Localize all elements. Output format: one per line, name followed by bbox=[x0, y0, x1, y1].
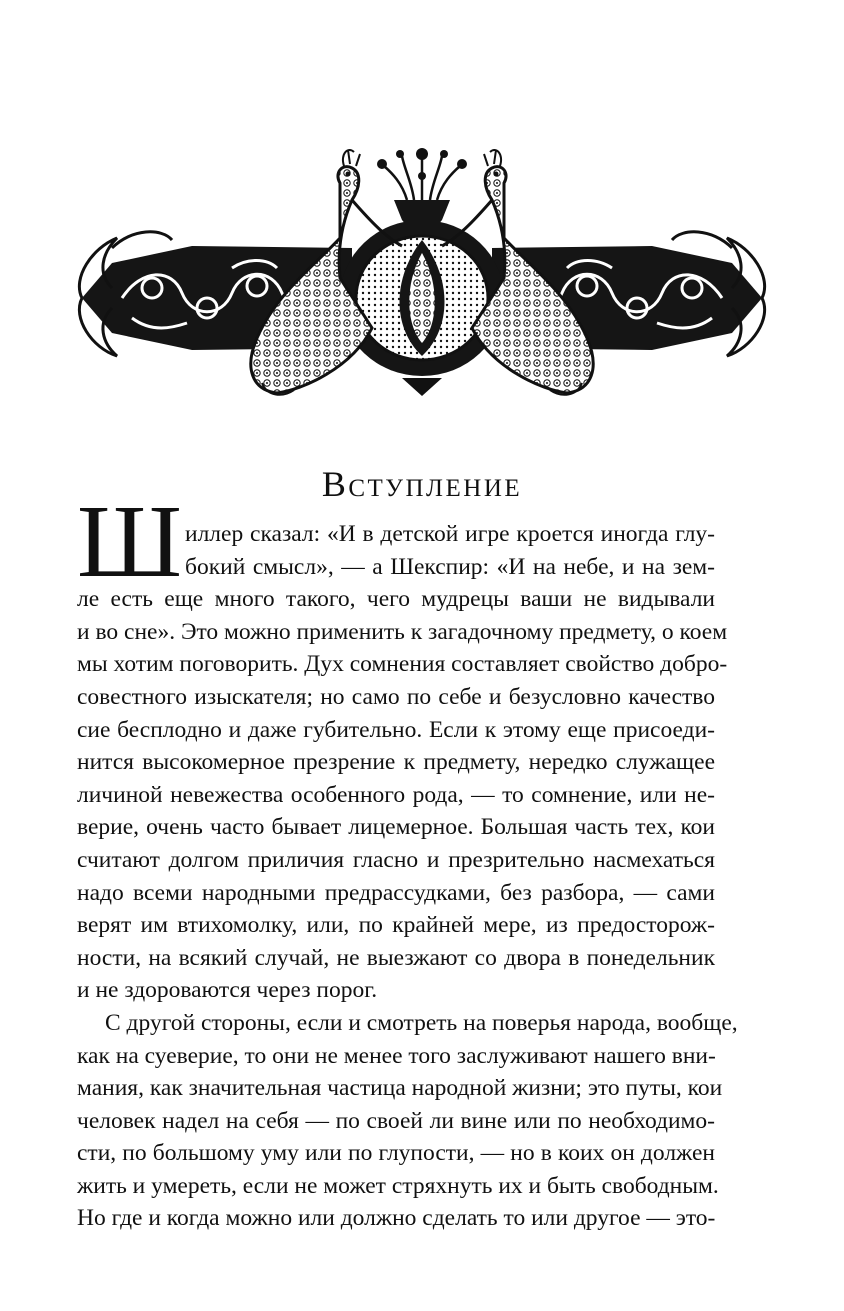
paragraph-line: человек надел на себя — по своей ли вине или по необходимо- bbox=[77, 1107, 715, 1134]
paragraph-line: совестного изыскателя; но само по себе и безусловно качество bbox=[77, 683, 715, 710]
paragraph-line: С другой стороны, если и смотреть на поверья народа, вообще, bbox=[105, 1009, 738, 1036]
paragraph-line: и не здороваются через порог. bbox=[77, 977, 378, 1004]
peacock-headpiece-ornament-icon bbox=[72, 128, 772, 400]
paragraph-line: нится высокомерное презрение к предмету, нередко служащее bbox=[77, 749, 715, 776]
paragraph-line: жить и умереть, если не может стряхнуть их и быть свободным. bbox=[77, 1172, 719, 1199]
paragraph-line: бокий смысл», — а Шекспир: «И на небе, и на зем- bbox=[185, 553, 715, 580]
paragraph-line: ле есть еще много такого, чего мудрецы ваши не видывали bbox=[77, 586, 715, 613]
drop-cap: Ш bbox=[77, 484, 182, 599]
paragraph-line: мы хотим поговорить. Дух сомнения составляет свойство добро- bbox=[77, 651, 728, 678]
paragraph-line: личиной невежества особенного рода, — то сомнение, или не- bbox=[77, 781, 715, 808]
paragraph-line: иллер сказал: «И в детской игре кроется иногда глу- bbox=[185, 521, 715, 547]
paragraph-line: Но где и когда можно или должно сделать то или другое — это- bbox=[77, 1205, 716, 1232]
paragraph-line: верят им втихомолку, или, по крайней мере, из предосторож- bbox=[77, 912, 715, 939]
paragraph-line: сие бесплодно и даже губительно. Если к этому еще присоеди- bbox=[77, 716, 715, 743]
body-text bbox=[77, 518, 738, 1235]
chapter-title: Вступление bbox=[321, 464, 523, 504]
paragraph-line: мания, как значительная частица народной жизни; это путы, кои bbox=[77, 1075, 723, 1102]
paragraph-line: надо всеми народными предрассудками, без разбора, — сами bbox=[77, 879, 715, 906]
paragraph-line: и во сне». Это можно применить к загадочному предмету, о коем bbox=[77, 618, 728, 645]
paragraph-line: ности, на всякий случай, не выезжают со двора в понедельник bbox=[77, 944, 715, 971]
paragraph-line: как на суеверие, то они не менее того заслуживают нашего вни- bbox=[77, 1042, 716, 1069]
paragraph-line: верие, очень часто бывает лицемерное. Большая часть тех, кои bbox=[77, 814, 715, 841]
paragraph-line: сти, по большому уму или по глупости, — но в коих он должен bbox=[77, 1140, 715, 1167]
paragraph-line: считают долгом приличия гласно и презрительно насмехаться bbox=[77, 846, 715, 873]
